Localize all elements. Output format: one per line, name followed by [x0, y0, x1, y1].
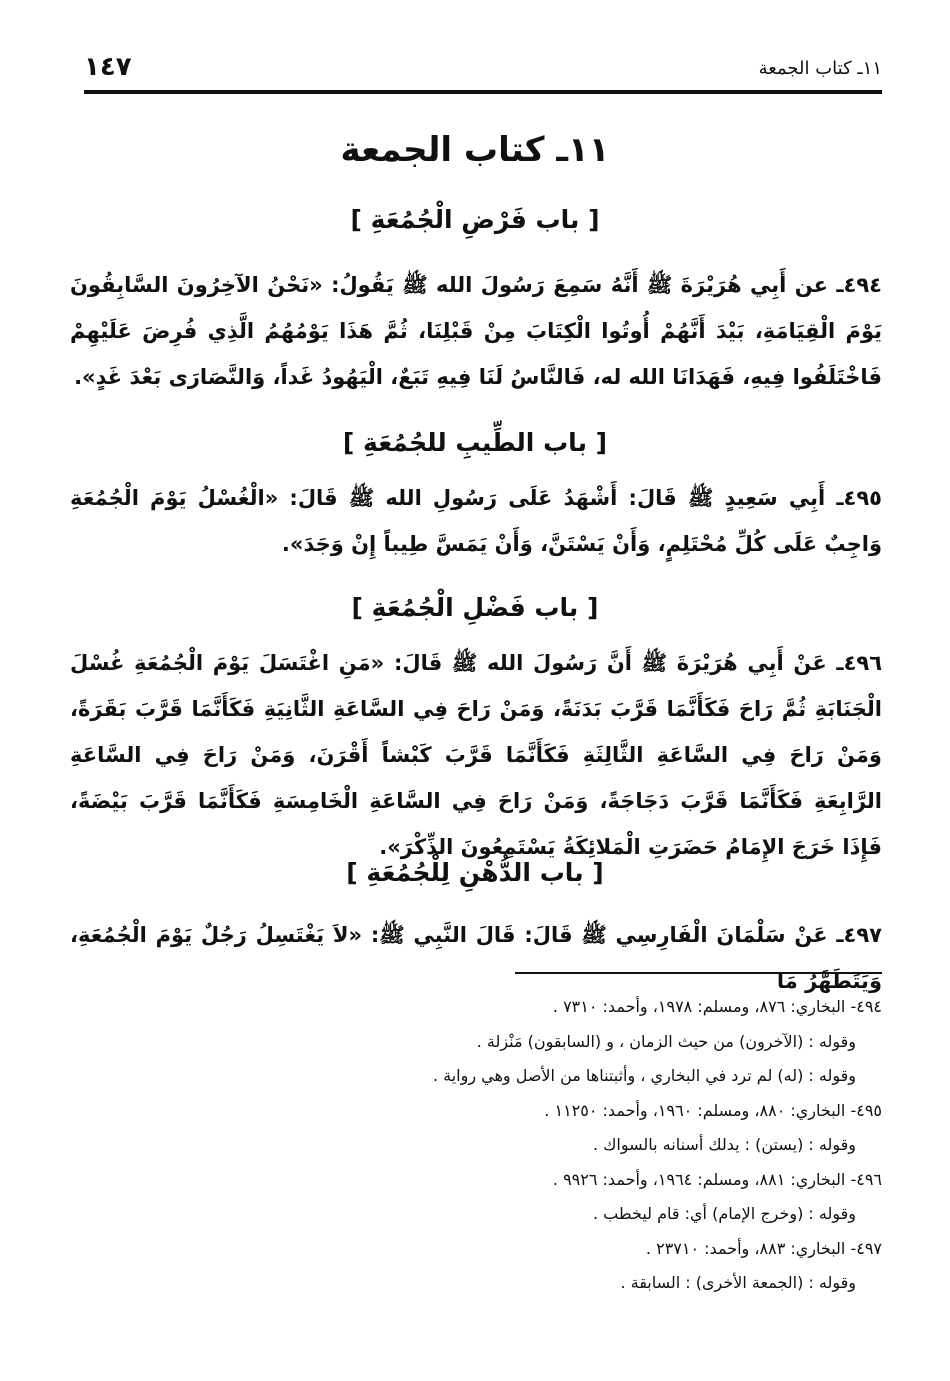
hadith-text: عن أَبِي هُرَيْرَةَ ﷺ أَنَّهُ سَمِعَ رَسُولَ الله ﷺ يَقُولُ: «نَحْنُ الآخِرُونَ السَّابِقُونَ يَوْمَ الْقِيَامَةِ، بَيْدَ أَنَّهُمْ أُوتُوا الْكِتَابَ مِنْ قَبْلِنَا، ثُمَّ هَذَا يَوْمُهُمُ الَّذِي فُرِضَ عَلَيْهِمْ فَاخْتَلَفُوا فِيهِ، فَهَدَانَا الله له، فَالنَّاسُ لَنَا فِيهِ تَبَعٌ، الْيَهُودُ غَداً، وَالنَّصَارَى بَعْدَ غَدٍ».: [70, 273, 882, 389]
footnote-line: وقوله : (يستن) : يدلك أسنانه بالسواك .: [593, 1135, 856, 1154]
footnote-line: ٤٩٧- البخاري: ٨٨٣، وأحمد: ٢٣٧١٠ .: [645, 1238, 882, 1258]
chapter-heading: [ باب فَرْضِ الْجُمُعَةِ ]: [350, 205, 600, 234]
hadith-number: ٤٩٦ـ: [836, 651, 883, 675]
footnote-line: ٤٩٥- البخاري: ٨٨٠، ومسلم: ١٩٦٠، وأحمد: ١١٢٥٠ .: [544, 1100, 882, 1120]
hadith-text: أَبِي سَعِيدٍ ﷺ قَالَ: أَشْهَدُ عَلَى رَسُولِ الله ﷺ قَالَ: «الْغُسْلُ يَوْمَ الْجُمُعَةِ وَاجِبٌ عَلَى كُلِّ مُحْتَلِمٍ، وَأَنْ يَسْتَنَّ، وَأَنْ يَمَسَّ طِيباً إِنْ وَجَدَ».: [70, 486, 882, 556]
footnote-line: وقوله : (الجمعة الأخرى) : السابقة .: [620, 1273, 856, 1292]
footnote-line: وقوله : (له) لم ترد في البخاري ، وأثبتناها من الأصل وهي رواية .: [432, 1066, 856, 1085]
hadith-number: ٤٩٧ـ: [836, 923, 882, 947]
footnote-line: ٤٩٤- البخاري: ٨٧٦، ومسلم: ١٩٧٨، وأحمد: ٧٣١٠ .: [552, 997, 882, 1016]
hadith-number: ٤٩٥ـ: [836, 486, 882, 510]
page-number: ١٤٧: [84, 52, 132, 82]
hadith-text: عَنْ أَبِي هُرَيْرَةَ ﷺ أَنَّ رَسُولَ الله ﷺ قَالَ: «مَنِ اغْتَسَلَ يَوْمَ الْجُمُعَةِ غُسْلَ الْجَنَابَةِ ثُمَّ رَاحَ فَكَأَنَّمَا قَرَّبَ بَدَنَةً، وَمَنْ رَاحَ فِي السَّاعَةِ الثَّانِيَةِ فَكَأَنَّمَا قَرَّبَ بَقَرَةً، وَمَنْ رَاحَ فِي السَّاعَةِ الثَّالِثَةِ فَكَأَنَّمَا قَرَّبَ كَبْشاً أَقْرَنَ، وَمَنْ رَاحَ فِي السَّاعَةِ الرَّابِعَةِ فَكَأَنَّمَا قَرَّبَ دَجَاجَةً، وَمَنْ رَاحَ فِي السَّاعَةِ الْخَامِسَةِ فَكَأَنَّمَا قَرَّبَ بَيْضَةً، فَإِذَا خَرَجَ الإِمَامُ حَضَرَتِ الْمَلائِكَةُ يَسْتَمِعُونَ الذِّكْرَ».: [70, 651, 882, 859]
page-header: [84, 52, 882, 94]
hadith-paragraph: [70, 640, 882, 870]
book-title: ١١ـ كتاب الجمعة: [340, 130, 610, 170]
running-head: ١١ـ كتاب الجمعة: [758, 58, 882, 79]
footnote-line: ٤٩٦- البخاري: ٨٨١، ومسلم: ١٩٦٤، وأحمد: ٩٩٢٦ .: [552, 1169, 882, 1189]
footnotes: [70, 990, 882, 1301]
hadith-paragraph: [70, 262, 882, 400]
chapter-heading: [ باب فَضْلِ الْجُمُعَةِ ]: [351, 593, 599, 622]
hadith-number: ٤٩٤ـ: [836, 273, 882, 297]
footnote-line: وقوله : (الآخرون) من حيث الزمان ، و (السابقون) مَنْزلة .: [476, 1031, 856, 1051]
footnote-line: وقوله : (وخرج الإمام) أي: قام ليخطب .: [592, 1204, 856, 1223]
hadith-paragraph: [70, 475, 882, 567]
chapter-heading: [ باب الطِّيبِ للجُمُعَةِ ]: [342, 428, 608, 457]
chapter-heading: [ باب الدُّهْنِ لِلْجُمُعَةِ ]: [346, 858, 604, 887]
footnote-divider: [515, 972, 882, 974]
hadith-text: عَنْ سَلْمَانَ الْفَارِسِي ﷺ قَالَ: قَالَ النَّبِي ﷺ: «لاَ يَغْتَسِلُ رَجُلٌ يَوْمَ الْجُمُعَةِ، وَيَتَطَهَّرُ مَا: [70, 923, 882, 993]
